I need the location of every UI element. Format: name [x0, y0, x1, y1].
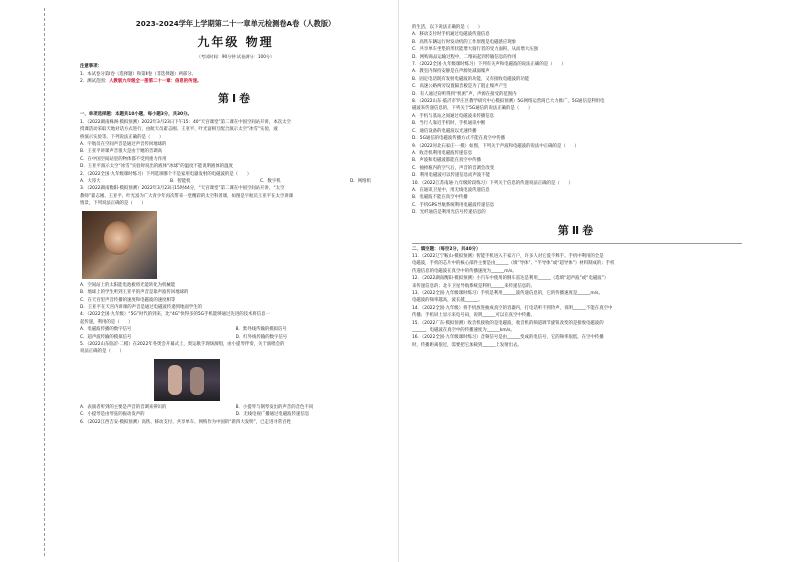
q3-stem-1: 3．（2022湖南衡阳·模拟预测）2022年3月23日15时44分，“天宫课堂”第二课在中国空间站开讲，“太空 [80, 186, 285, 192]
astronaut-photo [82, 211, 157, 279]
q1-option-a: A．宇航员在空间声音是通过声音传回地球的 [80, 142, 167, 148]
q3-option-a: A．空间站上的太阳能电池板将光能转化为机械能 [80, 282, 176, 288]
q9-option-a: A．收音机利用电磁波传递信息 [412, 150, 473, 156]
note-1: 1．本试卷分第Ⅰ卷（选择题）和第Ⅱ卷（非选择题）两部分。 [80, 71, 197, 77]
q4-options-row-1 [80, 326, 391, 333]
q8-option-c: C．通信设备的电磁波以光速传播 [412, 128, 477, 134]
q6-stem-2: 的生活，以下说法正确的是（ ） [412, 25, 483, 30]
q13-line-2: 电磁波的频率越高，波长越______。 [412, 298, 483, 304]
q6-option-d: D．网购商品运输过程中，二维码起到传输信息的作用 [412, 54, 517, 60]
q8-option-d: D．5G通信的电磁波传播方式不能在真空中传播 [412, 136, 506, 142]
q4-option-d: D．红外线传输的数字信号 [235, 334, 288, 340]
note-2-label: 2．测试范围： [80, 79, 110, 84]
q10-option-d: D．光纤通信是利用光信号传递信息的 [412, 210, 486, 216]
q4-option-a: A．电磁波传播的数字信号 [80, 327, 132, 333]
q2-option-c: C．数字机 [259, 179, 281, 185]
q8-stem-1: 8．（2022山东·临沂市罗庄区教学研究中心模拟预测）5G网络运营商已大力推广，5G通信是利用电 [412, 99, 605, 105]
q11-line-2: 电磁波，手机的芯片中的核心部件主要是由______（填“导体”、“半导体”或“超导体”）材料制成的；手机 [412, 261, 615, 267]
note-2 [80, 78, 391, 85]
q15-line-2: ______，电磁波在真空中的传播速度为______km/s。 [412, 328, 515, 334]
q8-option-a: A．手机与基站之间通过电磁波来传播信息 [412, 113, 495, 119]
q5-option-c: C．小提琴是由琴弦的振动发声的 [80, 412, 145, 418]
q7-option-c: C．高速公路两旁设置隔音板是为了阻止噪声产生 [412, 84, 508, 90]
q6-stem-1: 6．（2022江西吉安·模拟预测）高铁、移动支付、共享单车、网购作为中国的“新四大发明”，已走进寻常百姓 [80, 419, 291, 425]
section-title-1: 第Ⅰ卷 [217, 92, 254, 106]
q5-stem-2: 说法正确的是（ ） [80, 349, 124, 355]
q13-line-1: 13．（2022全国·九年级课时练习）手机是利用______波传递信息的，它的传播速度是______m/s。 [412, 291, 603, 296]
q2-option-b: B．智能机 [169, 179, 191, 185]
exam-info: （考试时间：90分钟 试卷满分：100分） [196, 54, 275, 60]
q3-option-b: B．地球上的学生听到王亚平的声音是靠声波传回地球的 [80, 290, 189, 296]
q16-line-1: 16．（2022全国·九年级课时练习）音频信号是由______变成的电信号，它的频率很低，在空中传播 [412, 335, 604, 341]
part-heading-2: 二、填空题：（每空2分，共40分） [412, 246, 481, 252]
q9-option-b: B．声波和电磁波都能在真空中传播 [412, 158, 481, 164]
q9-option-c: C．抽掉瓶内的空气后，声音的音调会改变 [412, 165, 495, 171]
q8-stem-2: 磁波来传递信息的，下列关于5G通信的说法正确的是（ ） [412, 106, 533, 112]
violin-performance-photo [154, 359, 220, 401]
q2-option-a: A．大哥大 [80, 179, 101, 185]
exam-title: 2023-2024学年上学期第二十一章单元检测卷A卷（人教版） [135, 19, 336, 28]
q3-stem-2: 教师”翟志刚、王亚平、叶光富为广大青少年再次带来一堂精彩的太空科普课，如图是宇航员王亚平在太空讲课 [80, 193, 294, 199]
q10-option-a: A．在通讯卫星中，用无线电波传递信息 [412, 187, 490, 193]
q1-stem-1: 1．（2022湖南株洲·模拟预测）2022年3月23日下午15：40“天宫课堂”第二课在中国空间站开讲，本次太空 [80, 119, 291, 125]
q2-stem: 2．（2022全国·九年级课时练习）下列选项哪个不是家用电器发射的电磁波的是（ ） [80, 171, 252, 177]
q5-options-row-2 [80, 411, 391, 418]
q9-option-d: D．利用电磁波可以传递信息而声波不能 [412, 173, 491, 179]
q5-option-d: D．无线电视广播通过电磁波传递信息 [235, 412, 310, 418]
q1-stem-3: 桥演示实验等。下列说法正确的是（ ） [80, 134, 164, 140]
q3-option-d: D．王亚平在天宫内讲课的声音是通过电磁波传递到地面学生的 [80, 304, 202, 310]
q5-stem-1: 5．（2022山东临沂·二模）在2022年冬奥会开幕式上，奥运歌手现场演唱，由小提琴伴奏，关于演唱会的 [80, 341, 285, 347]
q10-stem: 10．（2022江苏南通·九年级阶段练习）下列关于信息的传递说法正确的是（ ） [412, 180, 573, 186]
q1-stem-2: 授课活动采取天地对话方式进行，由航天员翟志刚、王亚平、叶光富相互配合演示太空“冰雪”实验，液 [80, 127, 278, 133]
q14-line-1: 14．（2022全国·九年级）将手机放进抽成真空的容器内，打电话听不到铃声，说明______不能在真空中 [412, 305, 613, 311]
q4-option-c: C．超声波传输的模拟信号 [80, 334, 132, 340]
q11-line-1: 11．（2022辽宁鞍山·模拟预测）智能手机进入千家万户，许多人对它爱不释手。手机中利用的全是 [412, 253, 604, 259]
q5-option-b: B．小提琴与钢琴发出的声音的音色不同 [235, 404, 314, 410]
q6-option-a: A．移动支付时手机通过电磁波传递信息 [412, 32, 490, 38]
note-2-range: 人教版九年级全一册第二十一章：信息的传递。 [109, 79, 202, 84]
q12-line-1: 12．（2022湖南衡阳·模拟预测）小汽车中使用的倒车雷达是利用______（选填“超声波”或“电磁波”） [412, 276, 609, 282]
q4-option-b: B．紫外线传输的模拟信号 [235, 327, 287, 333]
q1-option-b: B．王亚平讲课声音很大是由于她的音调高 [80, 149, 163, 155]
q1-option-c: C．在中国空间站里的物体都不受到重力作用 [80, 156, 167, 162]
q10-option-c: C．手机GPS导航系统利用电磁波传递信息 [412, 202, 495, 208]
notes-heading: 注意事项： [80, 64, 102, 70]
q11-line-3: 传递信息的电磁波在真空中的传播速度为______m/s。 [412, 268, 517, 274]
q4-stem-2: 起传递，利用的是（ ） [80, 319, 133, 325]
q6-option-c: C．共享单车坐垫的形状能增大骑行者的受力面积，从而增大压强 [412, 47, 539, 53]
q4-stem-1: 4．（2022全国·九年级）“5G”时代的到来，比“4G”快得多的5G手机能够通过先进的技术将信息一 [80, 312, 270, 318]
section-title-2: 第Ⅱ卷 [557, 223, 597, 237]
q10-option-b: B．电磁波不能在真空中传播 [412, 195, 468, 201]
q14-line-2: 传播；手机屏上显示来电号码，说明______可以在真空中传播。 [412, 313, 535, 319]
q2-option-d: D．网络机 [350, 179, 371, 185]
column-divider [398, 0, 399, 562]
grade-subject: 九年级 物理 [197, 35, 274, 49]
q3-stem-3: 情景，下列说法正确的是（ ） [80, 201, 146, 207]
q12-line-2: 来传递信息的；北斗卫星导航系统是利用______来传递信息的。 [412, 283, 535, 289]
q7-option-b: B．固定电话既有发射电磁波的功能，又有接收电磁波的功能 [412, 76, 530, 82]
q15-line-1: 15．（2022广东·模拟预测）收音机接收的是电磁波，收音机的频道调节旋钮改变的是接收电磁波的 [412, 320, 604, 326]
q7-option-d: D．有人通过窃听得到“机密”声，声源在接受的范围内 [412, 91, 517, 97]
q2-options [80, 178, 391, 185]
part-heading-1: 一、单项选择题：本题共10小题，每小题3分，共30分。 [80, 112, 192, 118]
q6-option-b: B．高铁车辆运行时发动机的工作原理是电磁感应现象 [412, 39, 516, 45]
q3-option-c: C．在天宫里声音传播的速度和电磁波的速度相等 [80, 297, 176, 303]
q9-stem: 9．（2022河北石家庄·一模）如图，下列关于声波和电磁波的说法中正确的是（ ） [412, 143, 579, 149]
q1-option-d: D．王亚平演示太空“冰雪”实验时说出的液体“冰球”的温度不能说明液体的温度 [80, 164, 233, 170]
q16-line-2: 时，传播距离很近，需要把它加载到______上发射出去。 [412, 342, 522, 348]
q5-options-row-1 [80, 404, 391, 411]
q7-stem: 7．（2022全国·九年级课时练习）下列有关声和电磁波的说法正确的是（ ） [412, 62, 566, 68]
q4-options-row-2 [80, 334, 391, 341]
q7-option-a: A．教室内保持安静是在声源处减弱噪声 [412, 69, 490, 75]
q5-option-a: A．表演者听到的主要是声音的音调来辨识的 [80, 404, 167, 410]
right-column [400, 0, 794, 562]
section-divider [412, 243, 742, 244]
q8-option-b: B．当行人靠近手机时，手机通讯中断 [412, 121, 486, 127]
